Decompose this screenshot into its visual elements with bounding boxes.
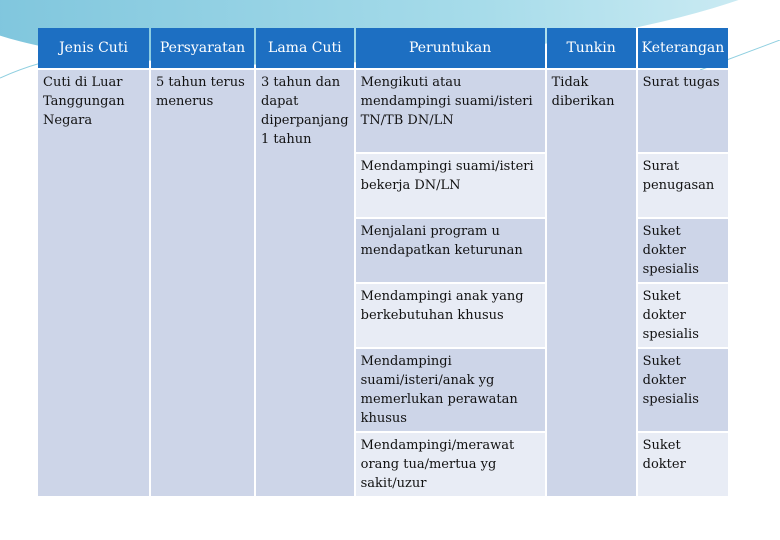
header-lama: Lama Cuti [256,28,354,68]
cell-jenis: Cuti di Luar Tanggungan Negara [38,70,149,496]
cell-keterangan: Suket dokter spesialis [638,219,729,282]
cell-peruntukan: Mendampingi/merawat orang tua/mertua yg sakit/uzur [356,433,545,496]
cell-keterangan: Suket dokter spesialis [638,349,729,431]
header-tunkin: Tunkin [547,28,636,68]
header-row [38,28,728,68]
table-row [38,70,728,152]
cell-keterangan: Suket dokter spesialis [638,284,729,347]
header-peruntukan: Peruntukan [356,28,545,68]
cell-peruntukan: Mendampingi suami/isteri bekerja DN/LN [356,154,545,217]
header-jenis: Jenis Cuti [38,28,149,68]
header-persyaratan: Persyaratan [151,28,254,68]
cell-peruntukan: Menjalani program u mendapatkan keturunan [356,219,545,282]
cell-keterangan: Surat tugas [638,70,729,152]
cell-tunkin: Tidak diberikan [547,70,636,496]
cell-keterangan: Suket dokter [638,433,729,496]
cell-persyaratan: 5 tahun terus menerus [151,70,254,496]
leave-table [36,26,730,498]
header-keterangan: Keterangan [638,28,729,68]
cell-keterangan: Surat penugasan [638,154,729,217]
cell-peruntukan: Mendampingi anak yang berkebutuhan khusus [356,284,545,347]
cell-peruntukan: Mendampingi suami/isteri/anak yg memerlukan perawatan khusus [356,349,545,431]
cell-lama: 3 tahun dan dapat diperpanjang 1 tahun [256,70,354,496]
cell-peruntukan: Mengikuti atau mendampingi suami/isteri TN/TB DN/LN [356,70,545,152]
